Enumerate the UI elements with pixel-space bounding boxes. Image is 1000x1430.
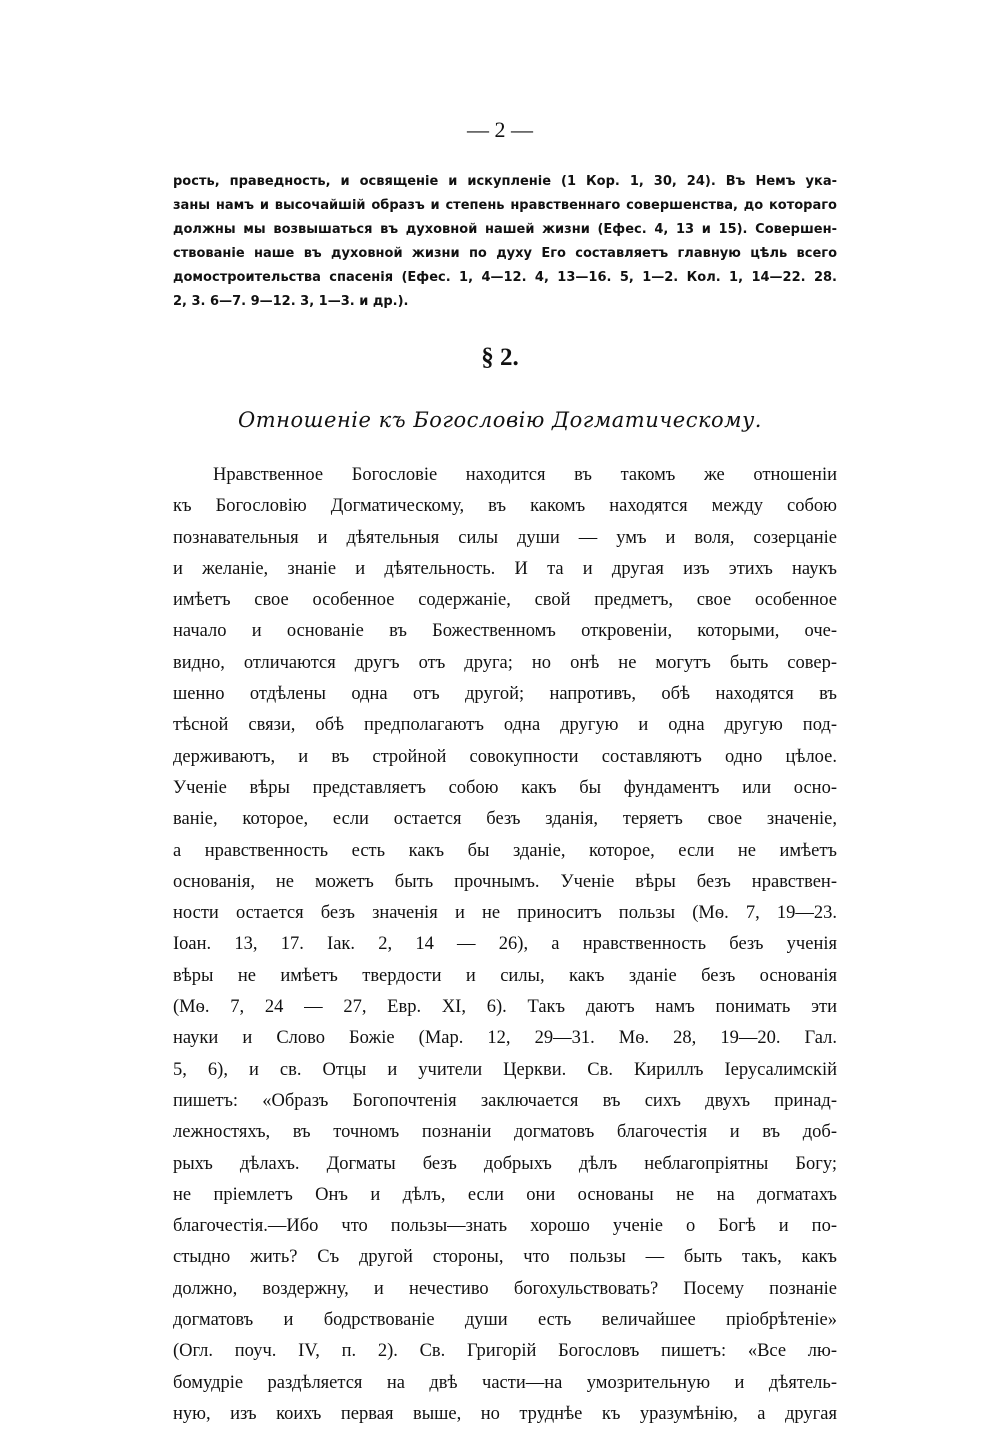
body-line: видно, отличаются другъ отъ друга; но онѣ не могутъ быть совер- <box>173 652 837 673</box>
footnote-line: должны мы возвышаться въ духовной нашей жизни (Ефес. 4, 13 и 15). Совершен- <box>173 222 837 237</box>
body-line: догматовъ и бодрствованіе души есть величайшее пріобрѣтеніе» <box>173 1310 837 1331</box>
body-line: ваніе, которое, если остается безъ зданія, теряетъ свое значеніе, <box>173 809 837 830</box>
body-line: держиваютъ, и въ стройной совокупности составляютъ одно цѣлое. <box>173 746 837 767</box>
section-title: Отношеніе къ Богословію Догматическому. <box>238 408 762 432</box>
body-line: благочестія.—Ибо что пользы—знать хорошо ученіе о Богѣ и по- <box>173 1216 837 1237</box>
page-number: — 2 — <box>467 117 533 142</box>
body-line: а нравственность есть какъ бы зданіе, которое, если не имѣетъ <box>173 840 837 861</box>
body-line: не пріемлетъ Онъ и дѣлъ, если они основаны не на догматахъ <box>173 1184 837 1205</box>
body-line: (Мѳ. 7, 24 — 27, Евр. XI, 6). Такъ даютъ намъ понимать эти <box>173 997 837 1018</box>
body-line: (Огл. поуч. IV, п. 2). Св. Григорій Богословъ пишетъ: «Все лю- <box>173 1341 837 1362</box>
body-line: Іоан. 13, 17. Іак. 2, 14 — 26), а нравственность безъ ученія <box>173 934 837 955</box>
footnote-line: заны намъ и высочайшій образъ и степень нравственнаго совершенства, до котораго <box>173 198 837 213</box>
body-line: къ Богословію Догматическому, въ какомъ находятся между собою <box>173 496 837 517</box>
footnote <box>173 170 837 314</box>
footnote-line: рость, праведность, и освященіе и искупленіе (1 Кор. 1, 30, 24). Въ Немъ ука- <box>173 174 837 189</box>
footnote-line: домостроительства спасенія (Ефес. 1, 4—12. 4, 13—16. 5, 1—2. Кол. 1, 14—22. 28. <box>173 270 837 285</box>
body-line: бомудріе раздѣляется на двѣ части—на умозрительную и дѣятель- <box>173 1372 837 1393</box>
body-line: рыхъ дѣлахъ. Догматы безъ добрыхъ дѣлъ неблагопріятны Богу; <box>173 1153 837 1174</box>
body-line: тѣсной связи, обѣ предполагаютъ одна другую и одна другую под- <box>173 715 837 736</box>
body-line: стыдно жить? Съ другой стороны, что пользы — быть такъ, какъ <box>173 1247 837 1268</box>
body-line: Нравственное Богословіе находится въ такомъ же отношеніи <box>213 465 837 485</box>
body-line: имѣетъ свое особенное содержаніе, свой предметъ, свое особенное <box>173 590 837 611</box>
body-line: лежностяхъ, въ точномъ познаніи догматовъ благочестія и въ доб- <box>173 1122 837 1143</box>
footnote-line: 2, 3. 6—7. 9—12. 3, 1—3. и др.). <box>173 294 409 309</box>
section-number: § 2. <box>481 344 519 371</box>
body-line: и желаніе, знаніе и дѣятельность. И та и другая изъ этихъ наукъ <box>173 558 837 579</box>
body-line: основанія, не можетъ быть прочнымъ. Ученіе вѣры безъ нравствен- <box>173 871 837 892</box>
footnote-line: ствованіе наше въ духовной жизни по духу Его составляетъ главную цѣль всего <box>173 246 837 261</box>
body-line: познавательныя и дѣятельныя силы души — умъ и воля, созерцаніе <box>173 527 837 548</box>
body-line: Ученіе вѣры представляетъ собою какъ бы фундаментъ или осно- <box>173 777 837 798</box>
body-line: науки и Слово Божіе (Мар. 12, 29—31. Мѳ. 28, 19—20. Гал. <box>173 1028 837 1049</box>
body-text <box>173 460 837 1430</box>
body-line: ности остается безъ значенія и не приноситъ пользы (Мѳ. 7, 19—23. <box>173 903 837 924</box>
body-line: шенно отдѣлены одна отъ другой; напротивъ, обѣ находятся въ <box>173 684 837 705</box>
body-line: вѣры не имѣетъ твердости и силы, какъ зданіе безъ основанія <box>173 965 837 986</box>
body-line: должно, воздержну, и нечестиво богохульствовать? Посему познаніе <box>173 1278 837 1299</box>
body-line: ную, изъ коихъ первая выше, но труднѣе къ уразумѣнію, а другая <box>173 1403 837 1424</box>
body-line: 5, 6), и св. Отцы и учители Церкви. Св. Кириллъ Іерусалимскій <box>173 1059 837 1080</box>
body-line: пишетъ: «Образъ Богопочтенія заключается въ сихъ двухъ принад- <box>173 1090 837 1111</box>
body-line: начало и основаніе въ Божественномъ откровеніи, которыми, оче- <box>173 621 837 642</box>
